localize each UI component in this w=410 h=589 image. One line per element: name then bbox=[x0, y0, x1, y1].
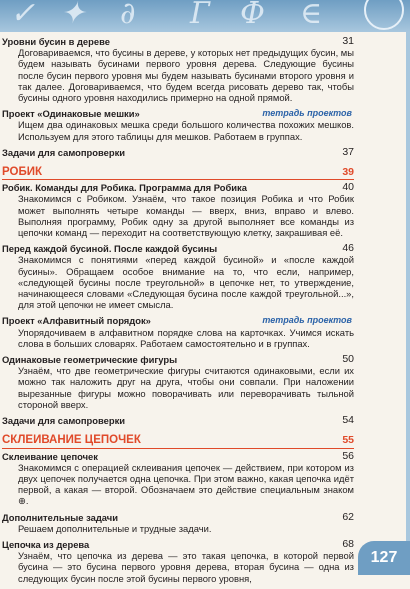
entry-description: Ищем два одинаковых мешка среди большого количества похожих мешков. Используем для этого таблицы для мешков. Работаем в группах. bbox=[18, 119, 354, 142]
entry-description: Знакомимся с Робиком. Узнаём, что такое позиция Робика и что Робик может выполнять четыре команды — вверх, вниз, вправо и влево. Выполняя программу, Робик одну за другой выполняет все команды из цепочки команд — переходит на соответствующую клетку, закрашивая её. bbox=[18, 193, 354, 239]
entry-description: Знакомимся с операцией склеивания цепочек — действием, при котором из двух цепочек получается одна цепочка. При этом важно, какая цепочка идёт первой, а какая — второй. Обозначаем это действие специальным знаком ⊕. bbox=[18, 461, 354, 507]
entry-title: Уровни бусин в дереве bbox=[2, 36, 110, 47]
letter-decoration: Г bbox=[190, 0, 210, 31]
side-band bbox=[406, 32, 410, 541]
clock-icon bbox=[364, 0, 404, 30]
spacer bbox=[2, 158, 354, 163]
letter-decoration: ✓ bbox=[10, 0, 36, 31]
entry-row[interactable] bbox=[2, 36, 354, 103]
entry-page: 31 bbox=[342, 35, 354, 47]
entry-page: 56 bbox=[342, 449, 354, 462]
entry-row[interactable] bbox=[2, 243, 354, 310]
project-tag: тетрадь проектов bbox=[262, 108, 352, 119]
entry-row[interactable] bbox=[2, 512, 354, 534]
entry-row[interactable] bbox=[2, 182, 354, 238]
spacer bbox=[2, 584, 354, 589]
entry-row[interactable] bbox=[2, 451, 354, 507]
entry-page: 50 bbox=[342, 353, 354, 366]
entry-title: Робик. Команды для Робика. Программа для Робика bbox=[2, 182, 247, 194]
project-tag: тетрадь проектов bbox=[262, 315, 352, 326]
section-page: 55 bbox=[342, 434, 354, 447]
entry-title: Склеивание цепочек bbox=[2, 450, 98, 462]
section-page: 39 bbox=[342, 166, 354, 179]
entry-title: Задачи для самопроверки bbox=[2, 146, 126, 158]
entry-page: 62 bbox=[342, 510, 354, 523]
entry-description: Узнаём, что две геометрические фигуры считаются одинаковыми, если их можно так наложить друг на друга, чтобы они совпали. При наложении вырезанные фигуры можно поворачивать или переворачивать тыльной стороной вверх. bbox=[18, 365, 354, 410]
table-of-contents bbox=[2, 36, 354, 589]
letter-decoration: ∂ bbox=[120, 0, 136, 31]
project-row[interactable] bbox=[2, 315, 354, 349]
letter-decoration: ✦ bbox=[60, 0, 86, 31]
section-rule bbox=[2, 448, 354, 449]
entry-title: Перед каждой бусиной. После каждой бусины bbox=[2, 243, 218, 255]
entry-page: 54 bbox=[342, 414, 354, 427]
decorative-banner bbox=[0, 0, 410, 32]
entry-description: Знакомимся с понятиями «перед каждой бусиной» и «после каждой бусины». Обращаем особое внимание на то, что если, например, «следующей бусины после треугольной» в цепочке нет, то утверждение, начинающееся словами «Следующая бусина после каждой треугольной...», для этой цепочки не имеет смысла. bbox=[18, 254, 354, 311]
entry-title: Дополнительные задачи bbox=[2, 511, 118, 523]
entry-row[interactable] bbox=[2, 539, 354, 584]
entry-page: 37 bbox=[342, 145, 354, 158]
section-rule bbox=[2, 179, 354, 180]
section-heading-row bbox=[2, 167, 354, 178]
spacer bbox=[2, 426, 354, 431]
entry-title: Задачи для самопроверки bbox=[2, 415, 126, 427]
entry-description: Решаем дополнительные и трудные задачи. bbox=[18, 522, 212, 534]
entry-page: 46 bbox=[342, 242, 354, 255]
entry-title: Цепочка из дерева bbox=[2, 538, 90, 550]
entry-page: 40 bbox=[342, 181, 354, 194]
entry-title: Проект «Алфавитный порядок» bbox=[2, 315, 151, 327]
project-row[interactable] bbox=[2, 108, 354, 142]
entry-title: Одинаковые геометрические фигуры bbox=[2, 354, 178, 366]
entry-page: 68 bbox=[342, 537, 354, 550]
entry-title: Проект «Одинаковые мешки» bbox=[2, 108, 140, 120]
entry-description: Узнаём, что цепочка из дерева — это такая цепочка, в которой первой бусина — это бусина первого уровня дерева, вторая бусина — одна из следующих бусин после этой бусины первого уровня, bbox=[18, 550, 354, 584]
section-title: СКЛЕИВАНИЕ ЦЕПОЧЕК bbox=[2, 434, 141, 447]
entry-row[interactable] bbox=[2, 354, 354, 410]
page-number: 127 bbox=[358, 541, 410, 575]
letter-decoration: Ф bbox=[240, 0, 265, 31]
entry-row[interactable] bbox=[2, 147, 354, 158]
letter-decoration: ∈ bbox=[300, 0, 323, 31]
entry-row[interactable] bbox=[2, 415, 354, 426]
entry-description: Договариваемся, что бусины в дереве, у которых нет предыдущих бусин, мы будем называть бусинами первого уровня дерева. Следующие бусины после бусин первого уровня мы будем называть бусинами второго уровня и так далее. Договариваемся, что будем всегда рисовать дерево так, чтобы бусины одного уровня находились примерно на одной прямой. bbox=[18, 47, 354, 104]
section-heading-row bbox=[2, 435, 354, 446]
entry-description: Упорядочиваем в алфавитном порядке слова на карточках. Учимся искать слова в больших словарях. Работаем самостоятельно и в группах. bbox=[18, 326, 354, 349]
section-title: РОБИК bbox=[2, 166, 43, 179]
